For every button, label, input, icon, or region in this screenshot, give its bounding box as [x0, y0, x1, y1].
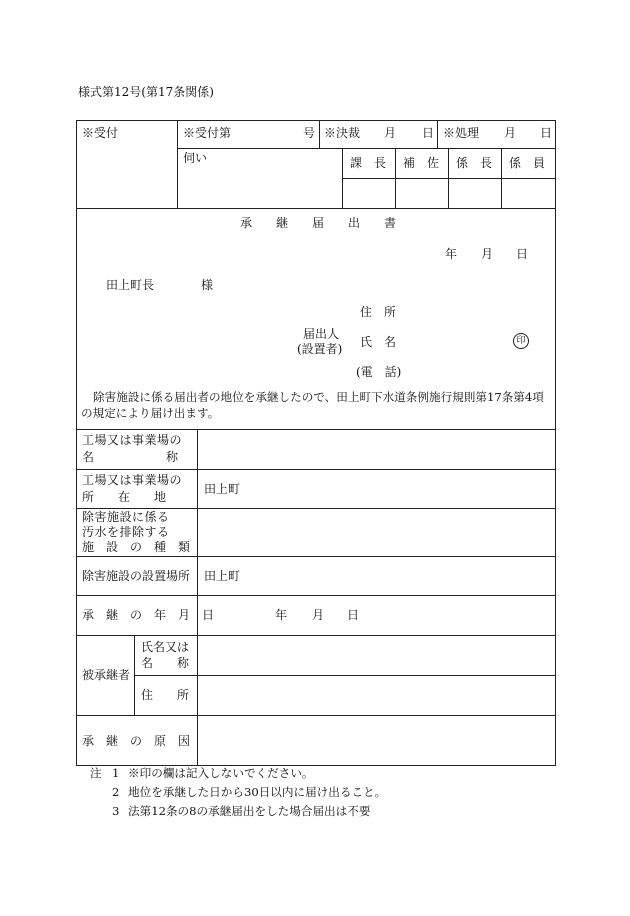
- statement-line-1: 除害施設に係る届出者の地位を承継したので、田上町下水道条例施行規則第17条第4項: [93, 390, 544, 404]
- reason-label: 承 継 の 原 因: [82, 734, 191, 748]
- divider: [319, 120, 320, 148]
- phone-field[interactable]: [408, 360, 548, 380]
- notifier-label: 届出人: [303, 327, 340, 341]
- divider: [437, 120, 438, 148]
- outer-border-top: [76, 120, 556, 121]
- reception-number-unit: 号: [303, 126, 316, 140]
- facility-type-field[interactable]: [198, 509, 555, 556]
- factory-name-label-2: 名 称: [82, 450, 179, 464]
- reception-label: ※受付: [82, 126, 119, 140]
- divider: [76, 469, 556, 470]
- form-title: 承 継 届 出 書: [240, 216, 397, 230]
- note-1-text: ※印の欄は記入しないでください。: [128, 766, 314, 780]
- addressee: 田上町長: [106, 278, 155, 292]
- outer-border-left: [76, 120, 77, 766]
- divider: [177, 148, 556, 149]
- install-location-label: 除害施設の設置場所: [82, 569, 191, 583]
- role-section-chief: 課 長: [350, 156, 387, 170]
- note-2-text: 地位を承継した日から30日以内に届け出ること。: [128, 785, 387, 799]
- role-assistant: 補 佐: [403, 156, 440, 170]
- predecessor-label: 被承継者: [82, 668, 131, 682]
- statement-line-2: の規定により届け出ます。: [81, 406, 220, 420]
- address-label: 住 所: [360, 305, 397, 319]
- divider: [76, 595, 556, 596]
- factory-location-label-2: 所 在 地: [82, 490, 167, 504]
- divider: [177, 120, 178, 208]
- divider: [76, 208, 556, 209]
- notifier-sub-label: (設置者): [297, 342, 343, 356]
- factory-name-label-1: 工場又は事業場の: [82, 433, 183, 447]
- phone-label: (電 話): [356, 365, 402, 379]
- note-2-number: 2: [112, 785, 120, 799]
- stamp-box-section-chief[interactable]: [343, 179, 395, 208]
- facility-type-label-3: 施 設 の 種 類: [82, 540, 191, 554]
- date-year: 年: [445, 247, 458, 261]
- reason-field[interactable]: [198, 716, 555, 765]
- reception-number-label: ※受付第: [183, 126, 232, 140]
- predecessor-address-label: 住 所: [141, 688, 190, 702]
- succession-date-day[interactable]: 日: [347, 608, 360, 622]
- address-field[interactable]: [408, 300, 548, 320]
- succession-date-label: 承 継 の 年 月 日: [82, 608, 215, 622]
- decision-day: 日: [422, 126, 435, 140]
- stamp-box-subsection-chief[interactable]: [449, 179, 501, 208]
- facility-type-label-2: 汚水を排除する: [82, 525, 170, 539]
- role-subsection-chief: 係 長: [456, 156, 493, 170]
- honorific: 様: [201, 278, 214, 292]
- predecessor-name-label-1: 氏名又は: [141, 640, 190, 654]
- date-month: 月: [481, 247, 494, 261]
- note-3-number: 3: [112, 804, 120, 818]
- role-staff: 係 員: [509, 156, 546, 170]
- processing-day: 日: [540, 126, 553, 140]
- predecessor-name-label-2: 名 称: [141, 656, 190, 670]
- decision-label: ※決裁: [324, 126, 361, 140]
- processing-label: ※処理: [443, 126, 480, 140]
- date-day: 日: [516, 247, 529, 261]
- succession-date-year[interactable]: 年: [275, 608, 288, 622]
- stamp-box-staff[interactable]: [502, 179, 555, 208]
- factory-location-value[interactable]: 田上町: [204, 482, 241, 496]
- outer-border-right: [555, 120, 556, 766]
- seal-icon: 印: [513, 333, 529, 349]
- form-number: 様式第12号(第17条関係): [78, 85, 214, 99]
- name-field[interactable]: [408, 330, 504, 350]
- name-label: 氏 名: [360, 335, 397, 349]
- stamp-box-assistant[interactable]: [396, 179, 448, 208]
- predecessor-address-field[interactable]: [198, 676, 555, 715]
- processing-month: 月: [504, 126, 517, 140]
- inquiry-label: 伺い: [183, 151, 208, 165]
- facility-type-label-1: 除害施設に係る: [82, 510, 170, 524]
- divider: [76, 556, 556, 557]
- predecessor-name-field[interactable]: [198, 636, 555, 675]
- succession-date-month[interactable]: 月: [312, 608, 325, 622]
- factory-name-field[interactable]: [198, 430, 555, 469]
- install-location-value[interactable]: 田上町: [204, 569, 241, 583]
- factory-location-label-1: 工場又は事業場の: [82, 473, 183, 487]
- note-3-text: 法第12条の8の承継届出をした場合届出は不要: [128, 804, 371, 818]
- notes-prefix: 注: [90, 766, 102, 780]
- decision-month: 月: [384, 126, 397, 140]
- note-1-number: 1: [112, 766, 120, 780]
